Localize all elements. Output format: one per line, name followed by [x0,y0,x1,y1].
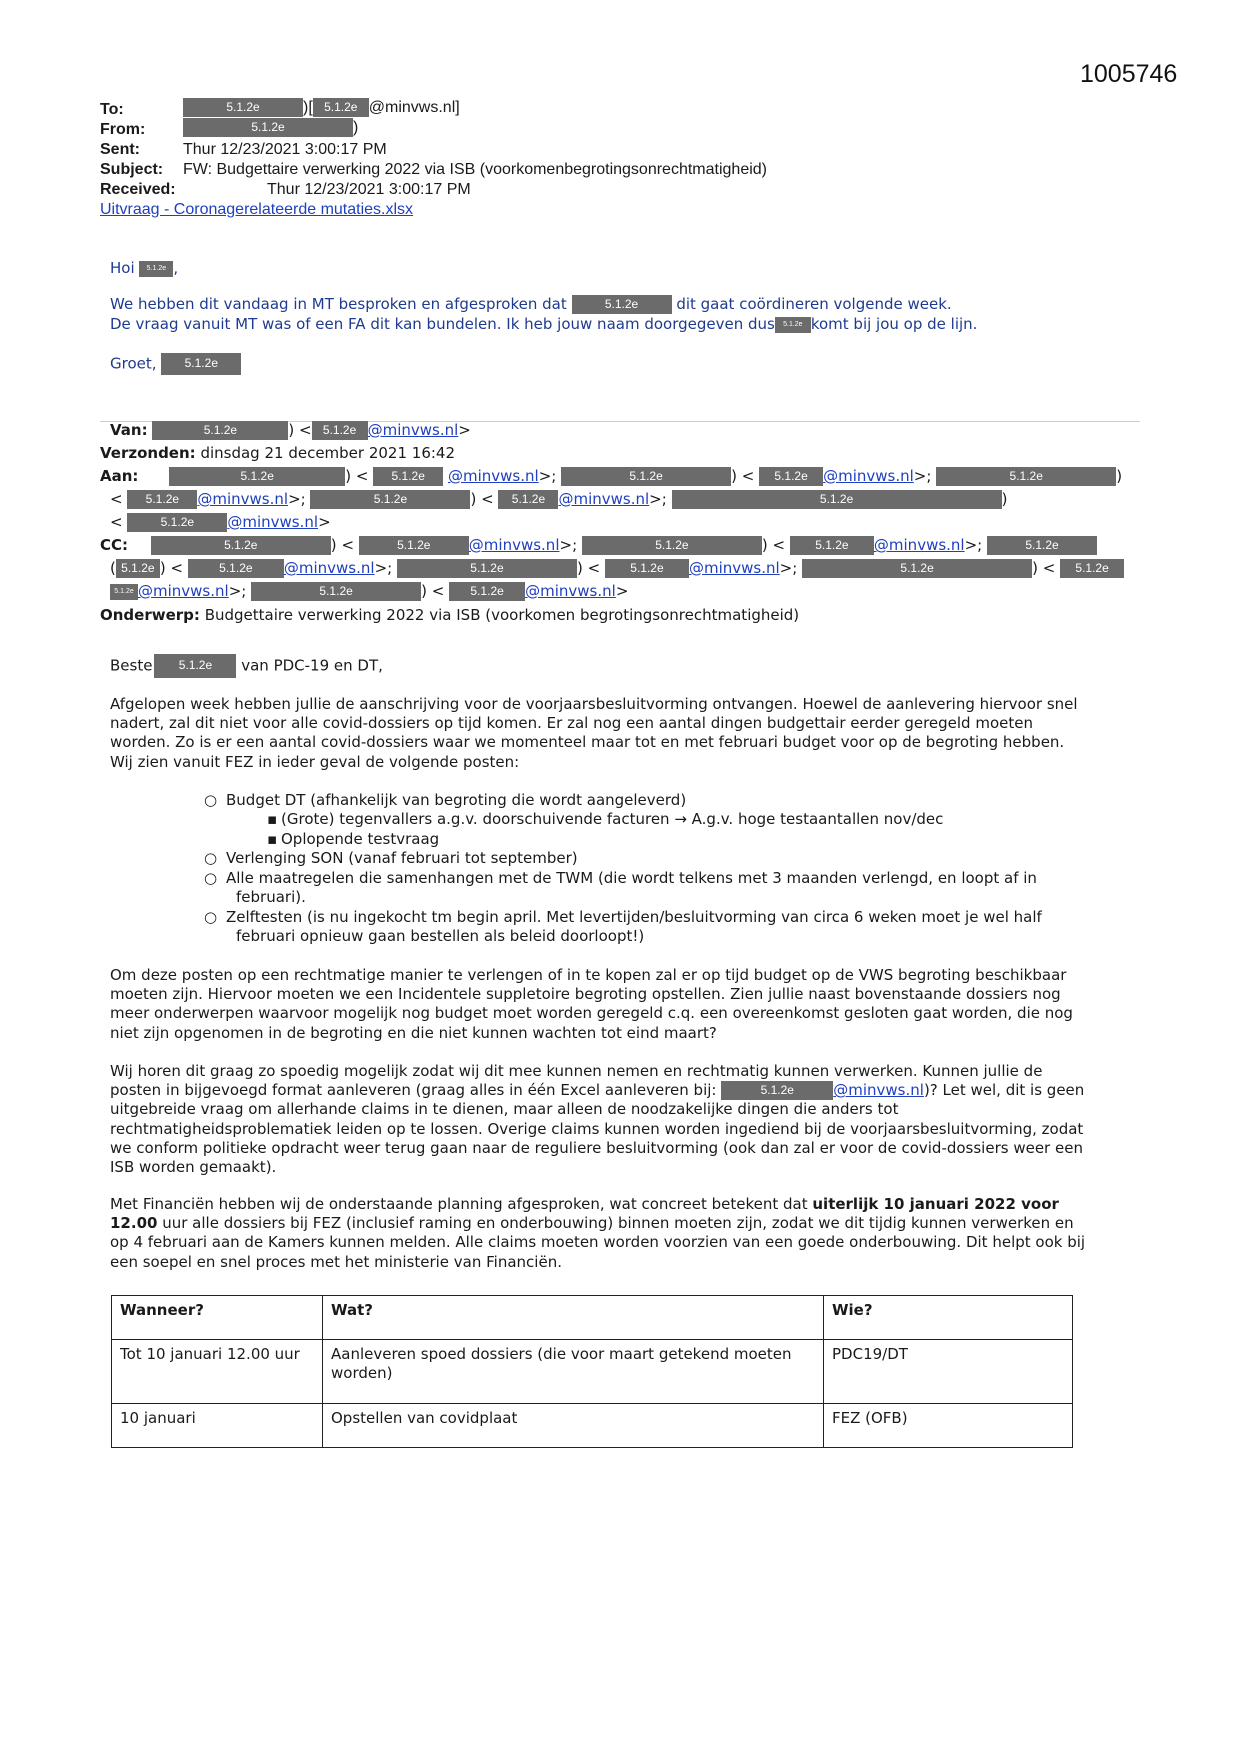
redaction-box: 5.1.2e [790,536,874,555]
from-label: From: [100,121,146,138]
forward-van [110,421,471,440]
sep: >; [964,536,983,554]
gt: > [615,582,629,600]
redaction-box: 5.1.2e [251,582,421,601]
beste-text: Beste [110,656,153,675]
gt: > [318,513,331,531]
subject-value: FW: Budgettaire verwerking 2022 via ISB (voorkomenbegrotingsonrechtmatigheid) [183,161,767,178]
forward-cc-line-3 [110,582,628,601]
header-wie: Wie? [824,1296,1073,1340]
p3-line: we conform politieke opdracht weer terug gaan naar de reguliere besluitvorming (ook dan zal er voor de covid-dossiers weer een [110,1138,1083,1157]
redaction-box: 5.1.2e [127,513,227,532]
sep: >; [649,490,667,508]
reply-line-2 [110,315,977,334]
redaction-box: 5.1.2e [498,490,558,509]
email-link[interactable]: @minvws.nl [367,421,459,439]
forward-cc-line-2 [110,559,1124,578]
paren: ) [159,559,166,577]
header-wanneer: Wanneer? [112,1296,323,1340]
redaction-box: 5.1.2e [359,536,469,555]
forward-cc-line-1 [100,536,1097,555]
planning-table [111,1295,1073,1448]
paragraph-3 [110,1062,1140,1177]
redaction-box: 5.1.2e [313,98,369,117]
redaction-box: 5.1.2e [188,559,284,578]
closing-text: Groet, [110,354,157,373]
sep: >; [913,467,932,485]
bracket: )[ [303,99,313,116]
redaction-box: 5.1.2e [802,559,1032,578]
paren: ) [761,536,768,554]
redaction-box: 5.1.2e [759,467,823,486]
paren: ) [1116,467,1123,485]
salutation [110,654,383,678]
sep: >; [228,582,247,600]
email-link[interactable]: @minvws.nl [688,559,780,577]
redaction-box: 5.1.2e [449,582,525,601]
sent-value: Thur 12/23/2021 3:00:17 PM [183,141,387,158]
onderwerp-label: Onderwerp: [100,606,200,624]
forward-aan-line-2 [110,490,1007,509]
table-header-row [112,1296,1073,1340]
p4-time: 12.00 [110,1214,158,1233]
sub-bullet-item: ▪ [267,810,278,828]
p3-line: rechtmatigheidsproblematiek leiden op te lossen. Overige claims kunnen worden ingediend bij de voorjaarsbesluitvorming, zodat [110,1119,1084,1138]
email-link[interactable]: @minvws.nl [447,467,539,485]
email-link[interactable]: @minvws.nl [823,467,914,485]
email-link[interactable]: @minvws.nl [138,582,229,600]
p4-line: een soepel en snel proces met het ministerie van Financiën. [110,1252,562,1271]
email-link[interactable]: @minvws.nl [558,490,650,508]
redaction-box: 5.1.2e [582,536,762,555]
bullet-text: Verlenging SON (vanaf februari tot september) [226,849,578,867]
redaction-box: 5.1.2e [397,559,577,578]
p2-line: meer onderwerpen waarvoor mogelijk nog budget moet worden geregeld c.q. een overeenkomst gesloten gaat worden, die nog [110,1004,1073,1023]
p3-line: Wij horen dit graag zo spoedig mogelijk zodat wij dit mee kunnen nemen en rechtmatig kunnen verwerken. Kunnen jullie de [110,1062,1043,1080]
redaction-box: 5.1.2e [572,295,672,314]
p4-line-1 [110,1195,1140,1214]
redaction-box: 5.1.2e [987,536,1097,555]
redaction-box: 5.1.2e [161,353,241,375]
email-link[interactable]: @minvws.nl [468,536,560,554]
p3-line: uitgebreide vraag om allerhande claims in te dienen, maar alleen de noodzakelijke dingen die anders tot [110,1100,899,1119]
redaction-box: 5.1.2e [183,98,303,117]
paren: ) [731,467,737,485]
redaction-box: 5.1.2e [127,490,197,509]
reply-line-1 [110,295,952,314]
sub-bullet-text: (Grote) tegenvallers a.g.v. doorschuivende facturen → A.g.v. hoge testaantallen nov/dec [281,810,944,828]
email-link[interactable]: @minvws.nl [873,536,965,554]
lt: < [1042,559,1056,577]
document-id: 1005746 [1080,60,1178,88]
lt: < [355,467,369,485]
redaction-box: 5.1.2e [373,467,443,486]
cell-wanneer: 10 januari [112,1404,323,1448]
email-link[interactable]: @minvws.nl [525,582,616,600]
p4-line-2b: uur alle dossiers bij FEZ (inclusief raming en onderbouwing) binnen moeten zijn, zodat we dit tijdig kunnen verwerken en [157,1214,1074,1233]
onderwerp-value: Budgettaire verwerking 2022 via ISB (voorkomen begrotingsonrechtmatigheid) [204,606,800,624]
redaction-box: 5.1.2e [1060,559,1124,578]
lt: < [341,536,355,554]
p1-line: nadert, zal dit niet voor alle covid-dossiers op tijd komen. Er zal nog een aantal dingen budgettair eerder geregeld moeten [110,714,1033,733]
p2-line: moeten zijn. Hiervoor moeten we een Incidentele suppletoire begroting opstellen. Zien jullie naast bovenstaande dossiers nog [110,985,1061,1004]
redaction-box: 5.1.2e [310,490,470,509]
p4-line: op 4 februari aan de Kamers kunnen melden. Alle claims moeten worden voorzien van een goede onderbouwing. Dit helpt ook bij [110,1233,1086,1252]
sep: >; [288,490,306,508]
sent-label: Sent: [100,141,140,158]
forward-aan-line-3 [110,513,331,532]
beste-rest: van PDC-19 en DT, [241,656,383,675]
reply-line-1b: dit gaat coördineren volgende week. [676,295,952,313]
subject-label: Subject: [100,161,164,178]
paren: ) [288,421,295,439]
forward-aan-line-1 [100,467,1122,486]
bullet-text: Budget DT (afhankelijk van begroting die wordt aangeleverd) [226,791,687,809]
cc-label: CC: [100,536,129,554]
bullet-text: Zelftesten (is nu ingekocht tm begin april. Met levertijden/besluitvorming van circa 6 weken moet je wel half [226,908,1042,926]
paragraph-1 [110,695,1140,772]
lt: < [170,559,184,577]
verzonden-label: Verzonden: [100,444,196,462]
redaction-box: 5.1.2e [116,559,160,578]
redaction-box: 5.1.2e [183,118,353,137]
table-row [112,1340,1073,1404]
p4-line-1a: Met Financiën hebben wij de onderstaande planning afgesproken, wat concreet betekent dat [110,1195,813,1213]
lt: < [481,490,494,508]
p3-line-2a: posten in bijgevoegd format aanleveren (graag alles in één Excel aanleveren bij: [110,1081,717,1100]
email-link[interactable]: @minvws.nl [227,513,319,531]
redaction-box: 5.1.2e [561,467,731,486]
redaction-box: 5.1.2e [775,317,811,333]
redaction-box: 5.1.2e [151,536,331,555]
bullet-text: Alle maatregelen die samenhangen met de TWM (die wordt telkens met 3 maanden verlengd, en loopt af in [226,869,1037,887]
cell-wie: FEZ (OFB) [824,1404,1073,1448]
redaction-box: 5.1.2e [169,467,345,486]
paren: ) [576,559,583,577]
greeting-text: Hoi [110,259,135,277]
sep: >; [559,536,578,554]
lt: < [772,536,786,554]
to-label-text: To: [100,101,124,118]
p4-line-2 [110,1214,1140,1233]
header-wat: Wat? [323,1296,824,1340]
redaction-box: 5.1.2e [721,1081,833,1100]
reply-line-2a: De vraag vanuit MT was of een FA dit kan bundelen. Ik heb jouw naam doorgegeven dus [110,315,775,333]
paren: ) [470,490,477,508]
redaction-box: 5.1.2e [154,654,236,678]
from-value [183,118,358,138]
table-row [112,1404,1073,1448]
cell-wie: PDC19/DT [824,1340,1073,1404]
email-link[interactable]: @minvws.nl [197,490,289,508]
redaction-box: 5.1.2e [936,467,1116,486]
lt: < [431,582,445,600]
lt: < [741,467,755,485]
paren: ) [330,536,337,554]
email-domain: @minvws.nl] [368,99,460,116]
sep: >; [374,559,393,577]
sep: >; [538,467,557,485]
sub-bullet-item: ▪ [267,830,278,848]
p2-line: Om deze posten op een rechtmatige manier te verlengen of in te kopen zal er op tijd budget op de VWS begroting beschikbaar [110,966,1067,984]
cell-wanneer: Tot 10 januari 12.00 uur [112,1340,323,1404]
reply-closing [110,353,241,375]
paren: ) [1001,490,1008,508]
bullet-text-cont: februari opnieuw gaan bestellen als beleid doorloopt!) [236,927,645,945]
redaction-box: 5.1.2e [152,421,288,440]
redaction-box: 5.1.2e [672,490,1002,509]
paren: ) [1032,559,1038,577]
comma: , [173,259,179,277]
p2-line: niet zijn opgenomen in de begroting en die niet kunnen wachten tot eind maart? [110,1023,717,1042]
bullet-item: ○ [204,791,218,809]
verzonden-value: dinsdag 21 december 2021 16:42 [200,444,456,462]
bullet-item: ○ [204,849,218,867]
p4-deadline: uiterlijk 10 januari 2022 voor [812,1195,1059,1213]
reply-greeting [110,259,178,278]
forward-onderwerp [100,606,799,625]
redaction-box: 5.1.2e [139,261,173,277]
paragraph-4 [110,1195,1140,1272]
paren: ( [110,559,116,577]
email-link[interactable]: @minvws.nl [833,1081,924,1100]
p1-line: Wij zien vanuit FEZ in ieder geval de volgende posten: [110,752,520,771]
forward-verzonden [100,444,455,463]
lt: < [299,421,312,439]
lt: < [587,559,601,577]
reply-line-1a: We hebben dit vandaag in MT besproken en afgesproken dat [110,295,567,313]
lt: < [110,490,123,508]
received-label: Received: [100,181,176,198]
to-value [183,98,460,118]
redaction-box: 5.1.2e [605,559,689,578]
p1-line: worden. Zo is er een aantal covid-dossiers waar we momenteel maar tot en met februari budget voor op de begroting hebben. [110,733,1065,752]
bullet-text-cont: februari). [236,888,306,906]
lt: < [110,513,123,531]
paren: ) [345,467,352,485]
cell-wat: Aanleveren spoed dossiers (die voor maart getekend moeten worden) [323,1340,824,1404]
paragraph-2 [110,966,1140,1043]
paren: ) [353,119,359,136]
sub-bullet-text: Oplopende testvraag [281,830,440,848]
sep: >; [779,559,798,577]
p3-line: ISB worden gemaakt). [110,1158,277,1177]
redaction-box: 5.1.2e [110,584,138,600]
email-link[interactable]: @minvws.nl [283,559,375,577]
cell-wat: Opstellen van covidplaat [323,1404,824,1448]
aan-label: Aan: [100,467,139,485]
attachment-link[interactable]: Uitvraag - Coronagerelateerde mutaties.xlsx [100,201,414,218]
van-label: Van: [110,421,148,439]
redaction-box: 5.1.2e [312,421,368,440]
p1-line: Afgelopen week hebben jullie de aanschrijving voor de voorjaarsbesluitvorming ontvangen. Hoewel de aanlevering hiervoor snel [110,695,1078,713]
received-value: Thur 12/23/2021 3:00:17 PM [267,181,471,198]
bullet-item: ○ [204,908,218,926]
p3-line-2c: )? Let wel, dit is geen [923,1081,1085,1100]
paren: ) [421,582,427,600]
p3-line-2 [110,1081,1140,1100]
reply-line-2b: komt bij jou op de lijn. [810,315,978,333]
bullet-item: ○ [204,869,218,887]
gt: > [458,421,471,439]
